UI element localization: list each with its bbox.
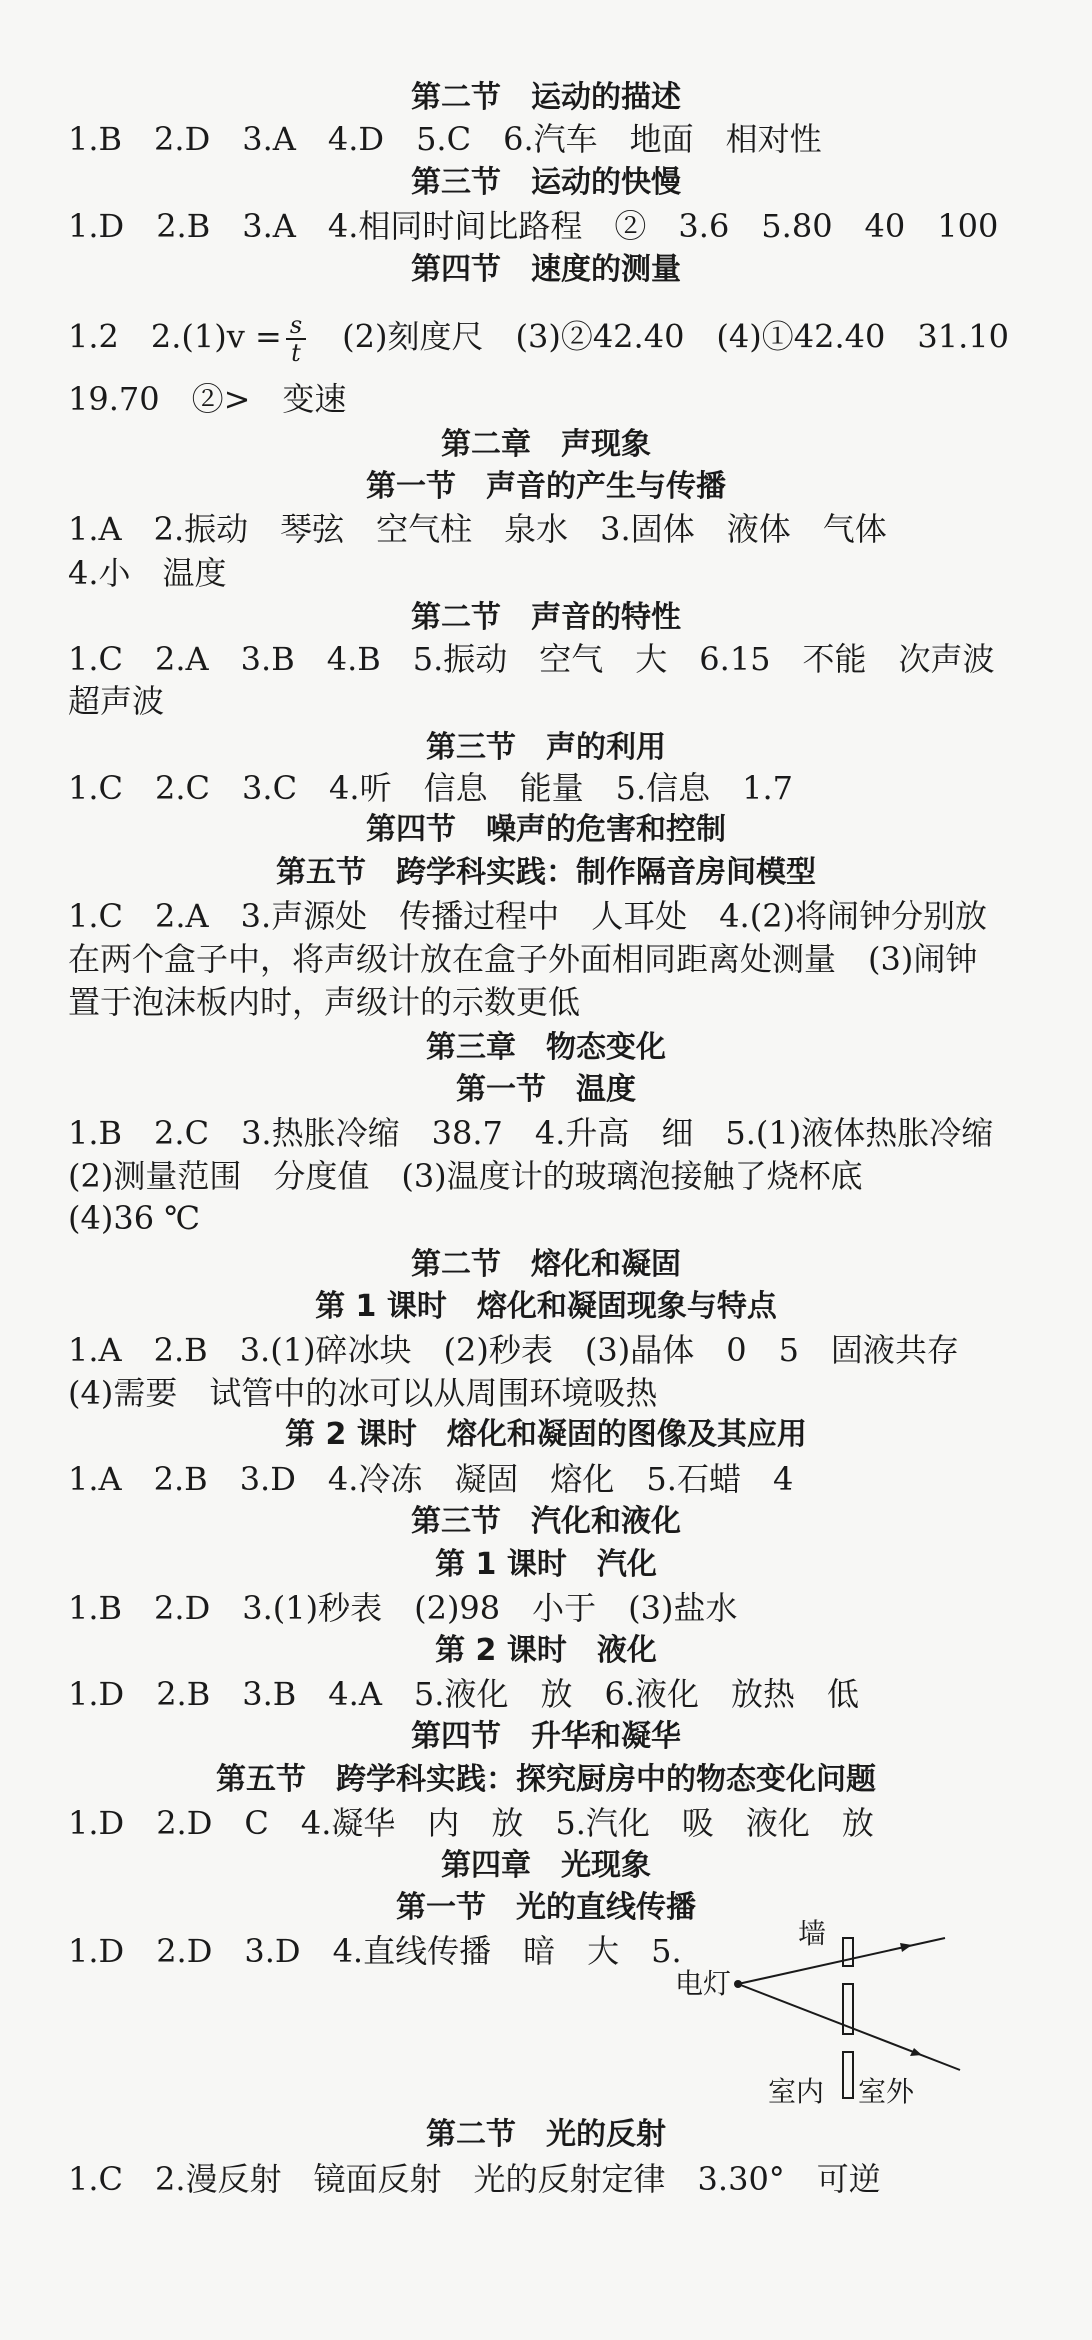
light-ray-upper bbox=[738, 1938, 945, 1984]
chapter-heading: 第四章 光现象 bbox=[441, 1848, 651, 1883]
outdoor-label: 室外 bbox=[858, 2075, 915, 2108]
light-ray-lower bbox=[738, 1984, 960, 2070]
section-heading: 第三节 运动的快慢 bbox=[411, 165, 681, 200]
answer-line: 1.B 2.D 3.(1)秒表 (2)98 小于 (3)盐水 bbox=[68, 1589, 738, 1627]
section-heading: 第三节 汽化和液化 bbox=[411, 1504, 681, 1539]
section-heading: 第一节 光的直线传播 bbox=[396, 1890, 696, 1925]
section-heading: 第一节 温度 bbox=[456, 1072, 636, 1107]
section-heading: 第五节 跨学科实践：探究厨房中的物态变化问题 bbox=[216, 1762, 876, 1797]
answer-line: (2)测量范围 分度值 (3)温度计的玻璃泡接触了烧杯底 bbox=[68, 1157, 863, 1195]
answer-line: 1.C 2.C 3.C 4.听 信息 能量 5.信息 1.7 bbox=[68, 769, 794, 807]
answer-line: 1.C 2.漫反射 镜面反射 光的反射定律 3.30° 可逆 bbox=[68, 2160, 881, 2198]
lamp-label: 电灯 bbox=[675, 1967, 732, 2000]
answer-line: 1.D 2.B 3.B 4.A 5.液化 放 6.液化 放热 低 bbox=[68, 1675, 859, 1713]
answer-line: 1.A 2.B 3.D 4.冷冻 凝固 熔化 5.石蜡 4 bbox=[68, 1460, 794, 1498]
section-heading: 第二节 光的反射 bbox=[426, 2117, 666, 2152]
answer-text: (2)刻度尺 (3)②42.40 (4)①42.40 31.10 bbox=[310, 317, 1009, 356]
answer-line: 4.小 温度 bbox=[68, 554, 227, 592]
arrow-upper bbox=[900, 1943, 912, 1952]
answer-line: 1.C 2.A 3.声源处 传播过程中 人耳处 4.(2)将闹钟分别放 bbox=[68, 897, 988, 935]
answer-line: 置于泡沫板内时，声级计的示数更低 bbox=[68, 983, 581, 1021]
section-heading: 第二节 熔化和凝固 bbox=[411, 1247, 681, 1282]
section-heading: 第三节 声的利用 bbox=[426, 730, 666, 765]
answer-line: 1.C 2.A 3.B 4.B 5.振动 空气 大 6.15 不能 次声波 bbox=[68, 640, 995, 678]
light-propagation-diagram bbox=[660, 1917, 990, 2108]
answer-line: 1.D 2.D 3.D 4.直线传播 暗 大 5. bbox=[68, 1932, 682, 1970]
answer-text: 1.2 2.(1)v = bbox=[68, 317, 282, 356]
wall-label: 墙 bbox=[798, 1917, 827, 1950]
answer-line: 1.B 2.D 3.A 4.D 5.C 6.汽车 地面 相对性 bbox=[68, 120, 822, 158]
section-heading: 第五节 跨学科实践：制作隔音房间模型 bbox=[276, 855, 816, 890]
lesson-heading: 第 1 课时 汽化 bbox=[435, 1547, 657, 1582]
indoor-label: 室内 bbox=[768, 2075, 825, 2108]
section-heading: 第四节 速度的测量 bbox=[411, 252, 681, 287]
section-heading: 第一节 声音的产生与传播 bbox=[366, 469, 726, 504]
answer-line: 1.D 2.B 3.A 4.相同时间比路程 ② 3.6 5.80 40 100 bbox=[68, 207, 999, 245]
answer-line-formula bbox=[68, 312, 1009, 366]
lesson-heading: 第 2 课时 液化 bbox=[435, 1633, 657, 1668]
section-heading: 第四节 噪声的危害和控制 bbox=[366, 812, 726, 847]
chapter-heading: 第三章 物态变化 bbox=[426, 1030, 666, 1065]
answer-line: 1.D 2.D C 4.凝华 内 放 5.汽化 吸 液化 放 bbox=[68, 1804, 874, 1842]
lesson-heading: 第 2 课时 熔化和凝固的图像及其应用 bbox=[285, 1417, 807, 1452]
lesson-heading: 第 1 课时 熔化和凝固现象与特点 bbox=[315, 1289, 777, 1324]
wall-bottom bbox=[843, 2052, 853, 2098]
fraction-denominator: t bbox=[291, 339, 301, 367]
fraction-numerator: s bbox=[286, 312, 306, 340]
answer-line: (4)需要 试管中的冰可以从周围环境吸热 bbox=[68, 1374, 658, 1412]
section-heading: 第二节 运动的描述 bbox=[411, 80, 681, 115]
answer-line: 1.A 2.B 3.(1)碎冰块 (2)秒表 (3)晶体 0 5 固液共存 bbox=[68, 1331, 959, 1369]
answer-line: 1.B 2.C 3.热胀冷缩 38.7 4.升高 细 5.(1)液体热胀冷缩 bbox=[68, 1114, 994, 1152]
section-heading: 第二节 声音的特性 bbox=[411, 600, 681, 635]
answer-line: 19.70 ②> 变速 bbox=[68, 380, 347, 418]
answer-line: 在两个盒子中，将声级计放在盒子外面相同距离处测量 (3)闹钟 bbox=[68, 940, 978, 978]
chapter-heading: 第二章 声现象 bbox=[441, 427, 651, 462]
speed-fraction bbox=[286, 312, 306, 366]
answer-line: (4)36 ℃ bbox=[68, 1199, 201, 1237]
section-heading: 第四节 升华和凝华 bbox=[411, 1719, 681, 1754]
answer-line: 1.A 2.振动 琴弦 空气柱 泉水 3.固体 液体 气体 bbox=[68, 510, 887, 548]
wall-top bbox=[843, 1938, 853, 1966]
answer-line: 超声波 bbox=[68, 682, 165, 720]
